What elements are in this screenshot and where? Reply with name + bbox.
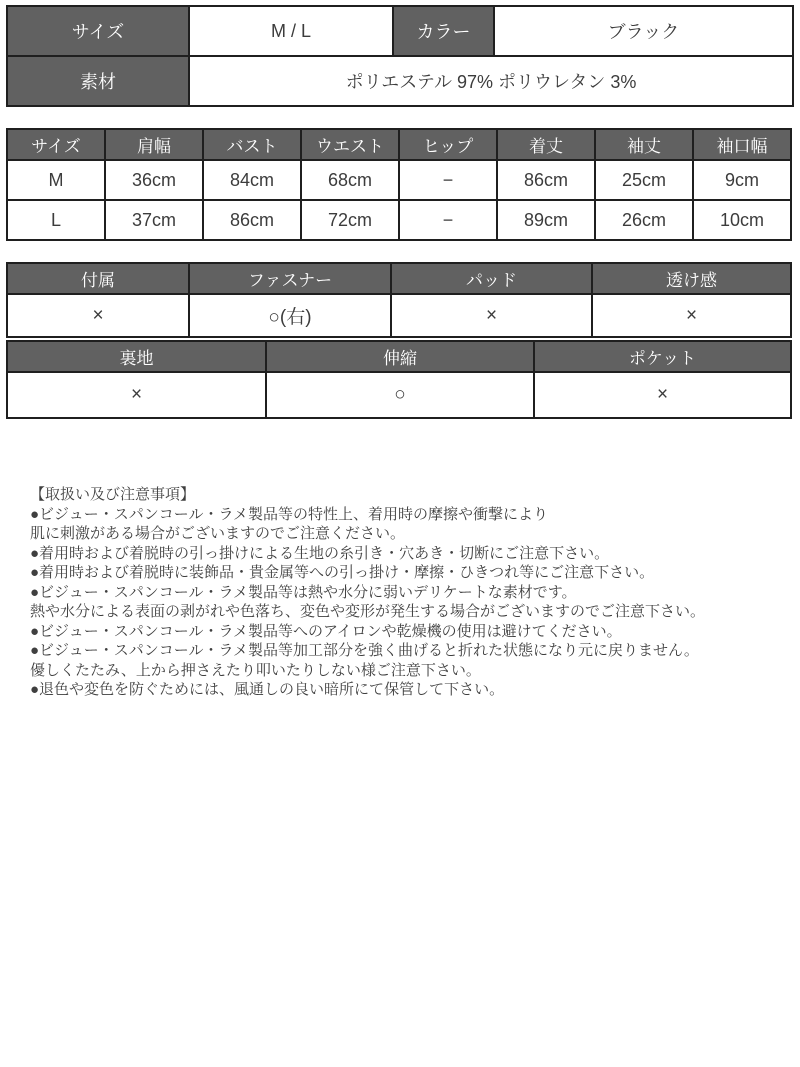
cell-m-waist: 68cm [301, 160, 399, 200]
measure-col-waist: ウエスト [301, 129, 399, 160]
cell-l-waist: 72cm [301, 200, 399, 240]
note-line: ●ビジュー・スパンコール・ラメ製品等は熱や水分に弱いデリケートな素材です。 [30, 583, 577, 601]
measure-col-hip: ヒップ [399, 129, 497, 160]
material-value: ポリエステル 97% ポリウレタン 3% [189, 56, 793, 106]
features-table-1 [6, 262, 792, 338]
cell-l-length: 89cm [497, 200, 595, 240]
cell-m-bust: 84cm [203, 160, 301, 200]
material-label: 素材 [7, 56, 189, 106]
feature-col-lining: 裏地 [7, 341, 266, 372]
cell-l-hip: − [399, 200, 497, 240]
feature-value-sheer: × [592, 294, 791, 337]
note-line: ●ビジュー・スパンコール・ラメ製品等加工部分を強く曲げると折れた状態になり元に戻りません。 [30, 642, 699, 659]
feature-col-fastener: ファスナー [189, 263, 391, 294]
cell-l-cuff: 10cm [693, 200, 791, 240]
cell-l-bust: 86cm [203, 200, 301, 240]
cell-l-size: L [7, 200, 105, 240]
color-label: カラー [393, 6, 494, 56]
spec-summary-table [6, 5, 794, 107]
note-line: ●着用時および着脱時に装飾品・貴金属等への引っ掛け・摩擦・ひきつれ等にご注意下さい。 [30, 564, 655, 581]
feature-col-accessory: 付属 [7, 263, 189, 294]
note-line: ●着用時および着脱時の引っ掛けによる生地の糸引き・穴あき・切断にご注意下さい。 [30, 544, 610, 562]
cell-l-sleeve: 26cm [595, 200, 693, 240]
feature-col-pad: パッド [391, 263, 592, 294]
note-line: ●ビジュー・スパンコール・ラメ製品等の特性上、着用時の摩擦や衝撃により [30, 505, 549, 523]
feature-value-accessory: × [7, 294, 189, 337]
note-line: 優しくたたみ、上から押さえたり叩いたりしない様ご注意下さい。 [30, 661, 481, 679]
note-line: ●退色や変色を防ぐためには、風通しの良い暗所にて保管して下さい。 [30, 681, 505, 698]
cell-m-cuff: 9cm [693, 160, 791, 200]
measure-col-bust: バスト [203, 129, 301, 160]
feature-col-stretch: 伸縮 [266, 341, 534, 372]
note-line: 肌に刺激がある場合がございますのでご注意ください。 [30, 525, 406, 542]
features-table-2 [6, 340, 792, 419]
cell-m-shoulder: 36cm [105, 160, 203, 200]
feature-value-lining: × [7, 372, 266, 418]
cell-m-size: M [7, 160, 105, 200]
color-value: ブラック [494, 6, 793, 56]
note-line: 熱や水分による表面の剥がれや色落ち、変色や変形が発生する場合がございますのでご注意下さい。 [30, 603, 706, 620]
cell-m-hip: − [399, 160, 497, 200]
measure-col-size: サイズ [7, 129, 105, 160]
table-row-size-m [7, 160, 791, 200]
measure-col-length: 着丈 [497, 129, 595, 160]
measure-col-cuff: 袖口幅 [693, 129, 791, 160]
feature-col-pocket: ポケット [534, 341, 791, 372]
feature-col-sheer: 透け感 [592, 263, 791, 294]
feature-value-pad: × [391, 294, 592, 337]
measure-col-shoulder: 肩幅 [105, 129, 203, 160]
feature-value-fastener: ○(右) [189, 294, 391, 337]
feature-value-stretch: ○ [266, 372, 534, 418]
size-value: M / L [189, 6, 393, 56]
table-row-size-l [7, 200, 791, 240]
care-notes [0, 485, 800, 700]
care-notes-title: 【取扱い及び注意事項】 [30, 486, 196, 503]
size-label: サイズ [7, 6, 189, 56]
feature-value-pocket: × [534, 372, 791, 418]
cell-l-shoulder: 37cm [105, 200, 203, 240]
cell-m-sleeve: 25cm [595, 160, 693, 200]
note-line: ●ビジュー・スパンコール・ラメ製品等へのアイロンや乾燥機の使用は避けてください。 [30, 622, 622, 640]
measurements-table [6, 128, 792, 241]
measure-col-sleeve: 袖丈 [595, 129, 693, 160]
cell-m-length: 86cm [497, 160, 595, 200]
